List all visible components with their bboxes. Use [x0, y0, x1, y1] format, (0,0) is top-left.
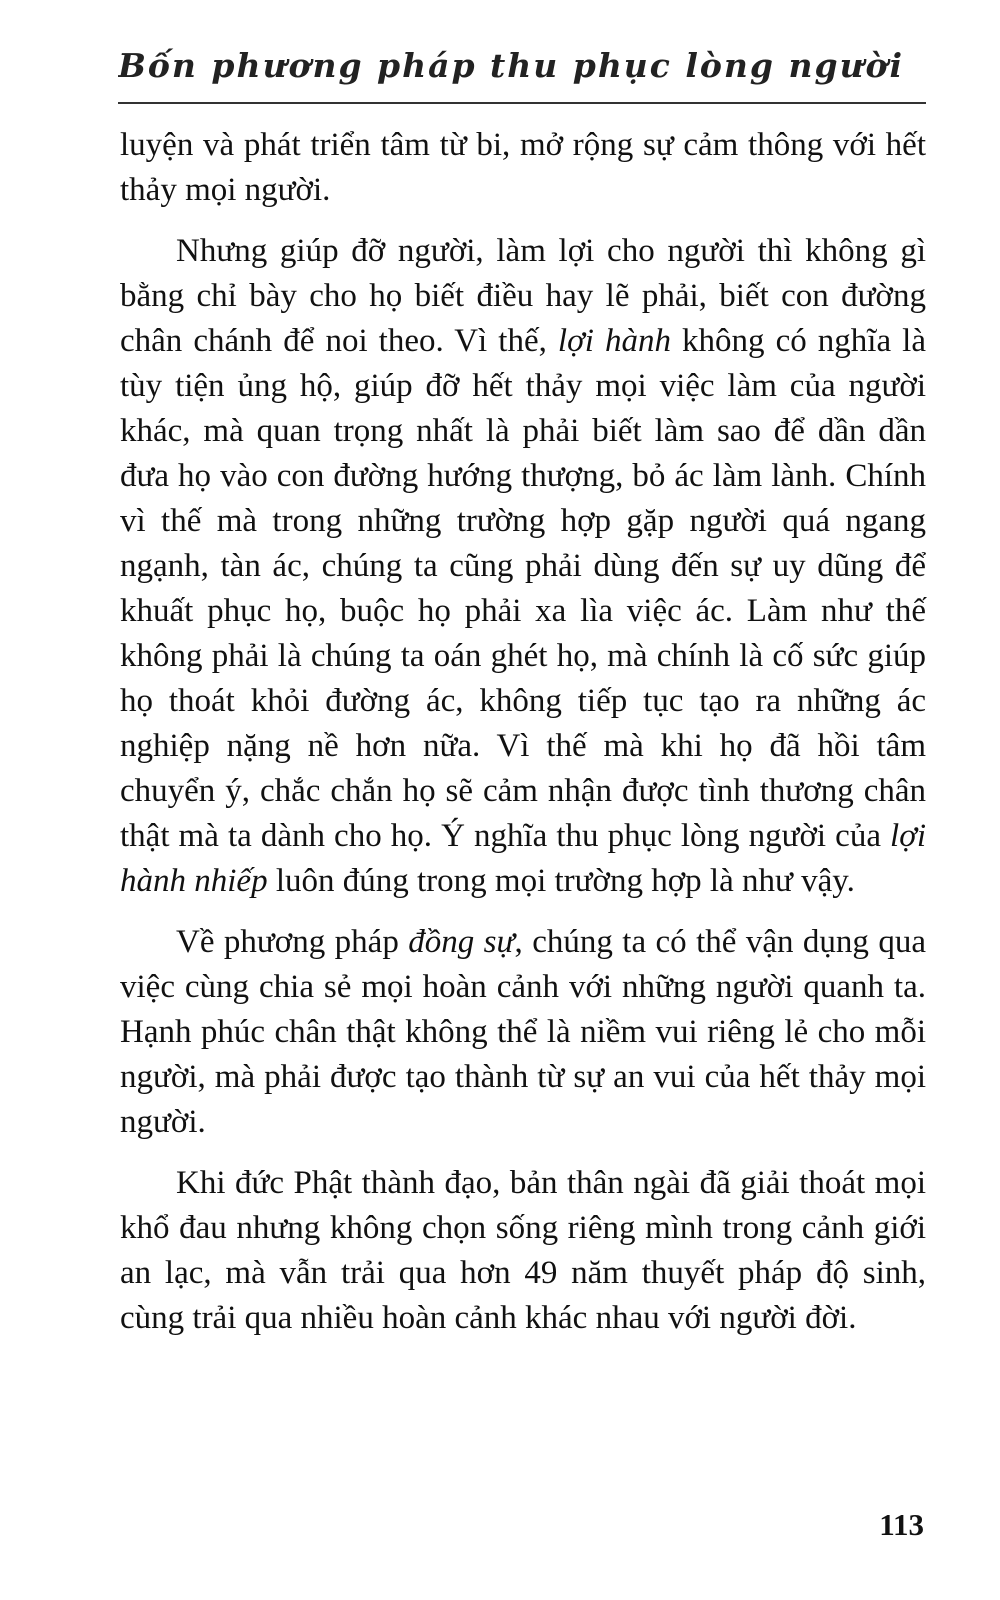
paragraph-text: Nhưng giúp đỡ người, làm lợi cho người thì không gì bằng chỉ bày cho họ biết điều hay lẽ phải, biết con đường chân chánh để noi theo. Vì thế,	[120, 233, 926, 359]
paragraph-text: luyện và phát triển tâm từ bi, mở rộng sự cảm thông với hết thảy mọi người.	[120, 127, 926, 208]
header-rule	[118, 102, 926, 104]
italic-term: lợi hành nhiếp	[120, 818, 926, 899]
paragraph-2	[120, 229, 926, 904]
paragraph-text: không có nghĩa là tùy tiện ủng hộ, giúp đỡ hết thảy mọi việc làm của người khác, mà quan trọng nhất là phải biết làm sao để dần dần đưa họ vào con đường hướng thượng, bỏ ác làm lành. Chính vì thế mà trong những trường hợp gặp người quá ngang ngạnh, tàn ác, chúng ta cũng phải dùng đến sự uy dũng để khuất phục họ, buộc họ phải xa lìa việc ác. Làm như thế không phải là chúng ta oán ghét họ, mà chính là cố sức giúp họ thoát khỏi đường ác, không tiếp tục tạo ra những ác nghiệp nặng nề hơn nữa. Vì thế mà khi họ đã hồi tâm chuyển ý, chắc chắn họ sẽ cảm nhận được tình thương chân thật mà ta dành cho họ. Ý nghĩa thu phục lòng người của	[120, 323, 927, 854]
paragraph-text: Về phương pháp	[176, 924, 409, 960]
paragraph-text: Khi đức Phật thành đạo, bản thân ngài đã giải thoát mọi khổ đau nhưng không chọn sống riêng mình trong cảnh giới an lạc, mà vẫn trải qua hơn 49 năm thuyết pháp độ sinh, cùng trải qua nhiều hoàn cảnh khác nhau với người đời.	[120, 1165, 926, 1336]
body-text	[120, 123, 926, 1357]
italic-term: lợi hành	[557, 323, 671, 359]
running-header-title: Bốn phương pháp thu phục lòng người	[118, 46, 905, 85]
italic-term: đồng sự	[408, 924, 515, 960]
paragraph-text: luôn đúng trong mọi trường hợp là như vậy.	[267, 863, 855, 899]
paragraph-3	[120, 920, 926, 1145]
paragraph-1-continued	[120, 123, 926, 213]
paragraph-4	[120, 1161, 926, 1341]
page-number: 113	[879, 1507, 924, 1542]
paragraph-text: , chúng ta có thể vận dụng qua việc cùng chia sẻ mọi hoàn cảnh với những người quanh ta. Hạnh phúc chân thật không thể là niềm vui riêng lẻ cho mỗi người, mà phải được tạo thành từ sự an vui của hết thảy mọi người.	[120, 924, 927, 1140]
